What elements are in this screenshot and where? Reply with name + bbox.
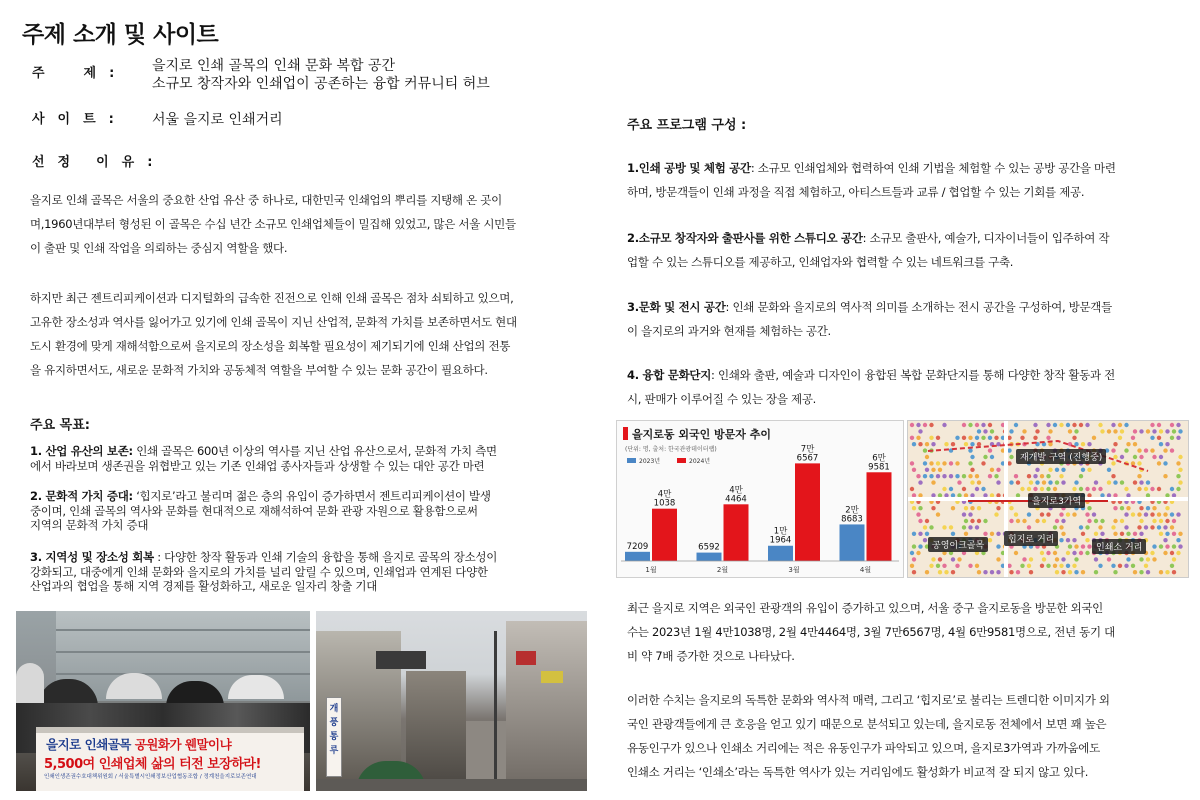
- analysis-paragraph: 이러한 수치는 을지로의 독특한 문화와 역사적 매력, 그리고 ‘힙지로’로 불리는 트렌디한 이미지가 외 국인 관광객들에게 큰 호응을 얻고 있기 때문으로 분석되고 있는데, 을지로동 전체에서 보면 꽤 높은 유동인구가 있으나 인쇄소 거리에는 적은 유동인구가 파악되고 있으며, 을지로3가역과 가까움에도 인쇄소 거리는 ‘인쇄소’라는 독특한 역사가 있는 거리임에도 활성화가 비교적 잘 되지 않고 있다.: [627, 693, 1110, 779]
- umbrella-icon: [16, 663, 44, 703]
- chart-title: 을지로동 외국인 방문자 추이: [632, 428, 771, 441]
- bar-2023-3: [768, 546, 793, 561]
- bar-2023-2: [697, 553, 722, 561]
- protest-photo: [16, 611, 310, 791]
- legend-label-1: 2024년: [689, 458, 711, 465]
- chart-bars: [621, 443, 899, 574]
- visitors-paragraph: 최근 을지로 지역은 외국인 관광객의 유입이 증가하고 있으며, 서울 중구 을지로동을 방문한 외국인 수는 2023년 1월 4만1038명, 2월 4만4464명, 3월 7만6567명, 4월 6만9581명으로, 전년 동기 대 비 약 7배 증가한 것으로 나타났다.: [627, 601, 1115, 663]
- map-label-redevelopment: 재개발 구역 (진행중): [1016, 449, 1106, 464]
- bar-2024-1: [652, 509, 677, 561]
- programs-label: 주요 프로그램 구성 :: [627, 118, 747, 133]
- banner-text-1b: 공원화가 웬말이냐: [134, 737, 232, 752]
- street-photo: [316, 611, 587, 791]
- map-label-hipjiro: 힙지로 거리: [1004, 531, 1058, 546]
- chart-svg: [617, 421, 903, 577]
- category-label: 4월: [859, 566, 872, 574]
- data-label: 6만: [872, 453, 886, 464]
- map-label-alley: 공영이크골목: [928, 537, 988, 552]
- data-label: 9581: [868, 462, 890, 473]
- store-sign: 개 풍 통 루: [326, 697, 342, 777]
- program-item-3: 3.문화 및 전시 공간: 인쇄 문화와 을지로의 역사적 의미를 소개하는 전시 공간을 구성하여, 방문객들 이 을지로의 과거와 현재를 체험하는 공간.: [627, 300, 1112, 338]
- data-label: 7만: [800, 444, 815, 455]
- page-title: 주제 소개 및 사이트: [22, 22, 219, 48]
- map-label-euljiro3ga: 을지로3가역: [1028, 493, 1085, 508]
- program-item-2: 2.소규모 창작자와 출판사를 위한 스튜디오 공간: 소규모 출판사, 예술가, 디자이너들이 입주하여 작 업할 수 있는 스튜디오를 제공하고, 인쇄업자와 협력할 수 있는 네트워크를 구축.: [627, 231, 1110, 269]
- data-label: 1038: [653, 498, 676, 509]
- legend-swatch-1: [677, 458, 686, 463]
- data-label: 7209: [626, 541, 649, 552]
- bar-2024-2: [724, 504, 749, 561]
- data-label: 2만: [845, 505, 859, 516]
- banner-text-2: 5,500여 인쇄업체 삶의 터전 보장하라!: [44, 757, 261, 772]
- data-label: 6592: [698, 542, 720, 553]
- bar-2023-1: [625, 552, 650, 561]
- chart-legend: [627, 457, 710, 465]
- map-label-print-street: 인쇄소 거리: [1092, 539, 1146, 554]
- topic-label: 주 제 :: [32, 66, 115, 81]
- protest-banner: [36, 727, 304, 791]
- program-item-1: 1.인쇄 공방 및 체험 공간: 소규모 인쇄업체와 협력하여 인쇄 기법을 체험할 수 있는 공방 공간을 마련 하며, 방문객들이 인쇄 과정을 직접 체험하고, 아티스트들과 교류 / 협업할 수 있는 기회를 제공.: [627, 161, 1116, 199]
- goal-item-3: 3. 지역성 및 장소성 회복 : 다양한 창작 활동과 인쇄 기술의 융합을 통해 을지로 골목의 장소성이 강화되고, 대중에게 인쇄 문화와 을지로의 가치를 널리 알릴 수 있으며, 인쇄업과 연계된 다양한 산업과의 협업을 통해 지역 경제를 활성화하고, 새로운 일자리 창출 기대: [30, 550, 498, 593]
- site-label: 사 이 트 :: [32, 112, 114, 127]
- visitor-chart: [616, 420, 904, 578]
- data-label: 1964: [769, 535, 792, 546]
- topic-line2: 소규모 창작자와 인쇄업이 공존하는 융합 커뮤니티 허브: [152, 76, 490, 92]
- reason-label: 선 정 이 유 :: [32, 155, 153, 170]
- chart-subtitle: (단위: 명, 출처: 한국관광데이터랩): [625, 446, 717, 453]
- banner-small-text: 인쇄인생존권수호대책위원회 / 서울특별시인쇄정보산업협동조합 / 정계천을지로보존연대: [44, 774, 257, 780]
- legend-label-0: 2023년: [639, 458, 661, 465]
- bar-2024-4: [867, 472, 892, 561]
- category-label: 2월: [716, 566, 729, 574]
- site-value: 서울 을지로 인쇄거리: [152, 112, 283, 128]
- data-label: 8683: [841, 514, 863, 525]
- area-map: [907, 420, 1189, 578]
- reason-paragraph-1: 을지로 인쇄 골목은 서울의 중요한 산업 유산 중 하나로, 대한민국 인쇄업의 뿌리를 지탱해 온 곳이 며,1960년대부터 형성된 이 골목은 수십 년간 소규모 인쇄업체들이 밀집해 있었고, 많은 서울 시민들 이 출판 및 인쇄 작업을 의뢰하는 중심지 역할을 했다.: [30, 193, 516, 255]
- goal-item-2: 2. 문화적 가치 증대: ‘힙지로’라고 불리며 젊은 층의 유입이 증가하면서 젠트리피케이션이 발생 중이며, 인쇄 골목의 역사와 문화를 현대적으로 재해석하여 문화 관광 자원으로 활용함으로써 지역의 문화적 가치 증대: [30, 489, 491, 532]
- category-label: 1월: [645, 566, 657, 574]
- data-label: 6567: [796, 453, 819, 464]
- data-label: 1만: [773, 526, 788, 537]
- chart-title-marker: [623, 427, 628, 440]
- category-label: 3월: [788, 566, 800, 574]
- banner-text-1a: 을지로 인쇄골목: [46, 737, 135, 752]
- data-label: 4만: [729, 485, 743, 496]
- bar-2024-3: [795, 463, 820, 561]
- utility-pole: [494, 631, 497, 791]
- reason-paragraph-2: 하지만 최근 젠트리피케이션과 디지털화의 급속한 진전으로 인해 인쇄 골목은 점차 쇠퇴하고 있으며, 고유한 장소성과 역사를 잃어가고 있기에 인쇄 골목이 지닌 산업적, 문화적 가치를 보존하면서도 현대 도시 환경에 맞게 재해석함으로써 을지로의 장소성을 회복할 필요성이 제기되기에 인쇄 산업의 전통 을 유지하면서도, 새로운 문화적 가치와 공동체적 역할을 부여할 수 있는 문화 공간이 필요하다.: [30, 291, 517, 377]
- topic-line1: 을지로 인쇄 골목의 인쇄 문화 복합 공간: [152, 58, 396, 74]
- goal-item-1: 1. 산업 유산의 보존: 인쇄 골목은 600년 이상의 역사를 지닌 산업 유산으로서, 문화적 가치 측면 에서 바라보며 생존권을 위협받고 있는 기존 인쇄업 종사자들과 상생할 수 있는 대안 공간 마련: [30, 444, 497, 473]
- legend-swatch-0: [627, 458, 636, 463]
- data-label: 4만: [657, 489, 672, 500]
- data-label: 4464: [725, 494, 747, 505]
- program-item-4: 4. 융합 문화단지: 인쇄와 출판, 예술과 디자인이 융합된 복합 문화단지를 통해 다양한 창작 활동과 전 시, 판매가 이루어질 수 있는 장을 제공.: [627, 368, 1115, 406]
- goals-label: 주요 목표:: [30, 418, 90, 433]
- bar-2023-4: [840, 524, 865, 561]
